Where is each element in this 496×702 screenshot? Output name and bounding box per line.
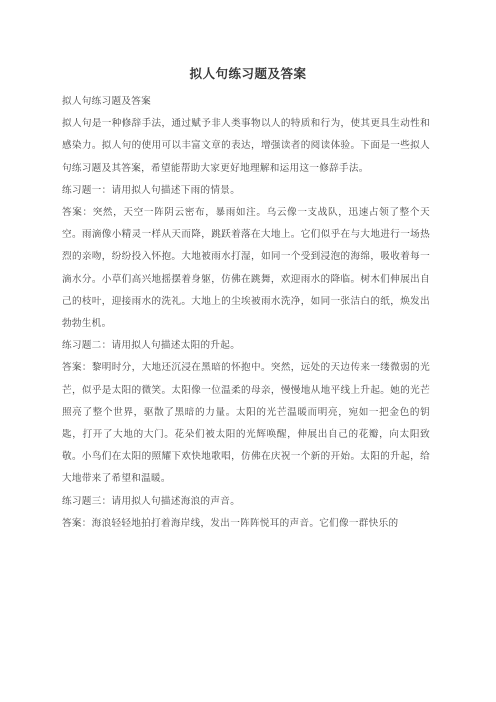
- exercise-answer: 答案：黎明时分，大地还沉浸在黑暗的怀抱中。突然，远处的天边传来一缕微弱的光芒，似乎是太阳的微笑。太阳像一位温柔的母亲，慢慢地从地平线上升起。她的光芒照亮了整个世界，驱散了黑暗的力量。太阳的光芒温暖而明亮，宛如一把金色的钥匙，打开了大地的大门。花朵们被太阳的光辉唤醒，伸展出自己的花瓣，向太阳致敬。小鸟们在太阳的照耀下欢快地歌唱，仿佛在庆祝一个新的开始。太阳的升起，给大地带来了希望和温暖。: [62, 362, 430, 485]
- exercise-question: 练习题二：请用拟人句描述太阳的升起。: [62, 340, 241, 352]
- document-subtitle: 拟人句练习题及答案: [62, 96, 152, 107]
- exercise-question: 练习题一：请用拟人句描述下雨的情景。: [62, 184, 241, 196]
- exercise-answer: 答案：突然，天空一阵阴云密布，暴雨如注。乌云像一支战队，迅速占领了整个天空。雨滴像小精灵一样从天而降，跳跃着落在大地上。它们似乎在与大地进行一场热烈的亲吻，纷纷投入怀抱。大地被雨水打湿，如同一个受到浸泡的海绵，吸收着每一滴水分。小草们高兴地摇摆着身躯，仿佛在跳舞，欢迎雨水的降临。树木们伸展出自己的枝叶，迎接雨水的洗礼。大地上的尘埃被雨水洗净，如同一张洁白的纸，焕发出勃勃生机。: [62, 207, 430, 330]
- exercise-question: 练习题三：请用拟人句描述海浪的声音。: [62, 495, 241, 507]
- document-title: 拟人句练习题及答案: [189, 66, 307, 81]
- intro-paragraph: 拟人句是一种修辞手法，通过赋予非人类事物以人的特质和行为，使其更具生动性和感染力。拟人句的使用可以丰富文章的表达，增强读者的阅读体验。下面是一些拟人句练习题及其答案，希望能帮助大家更好地理解和运用这一修辞手法。: [62, 118, 430, 174]
- exercise-answer: 答案：海浪轻轻地拍打着海岸线，发出一阵阵悦耳的声音。它们像一群快乐的: [62, 517, 399, 529]
- document-body: [62, 91, 430, 535]
